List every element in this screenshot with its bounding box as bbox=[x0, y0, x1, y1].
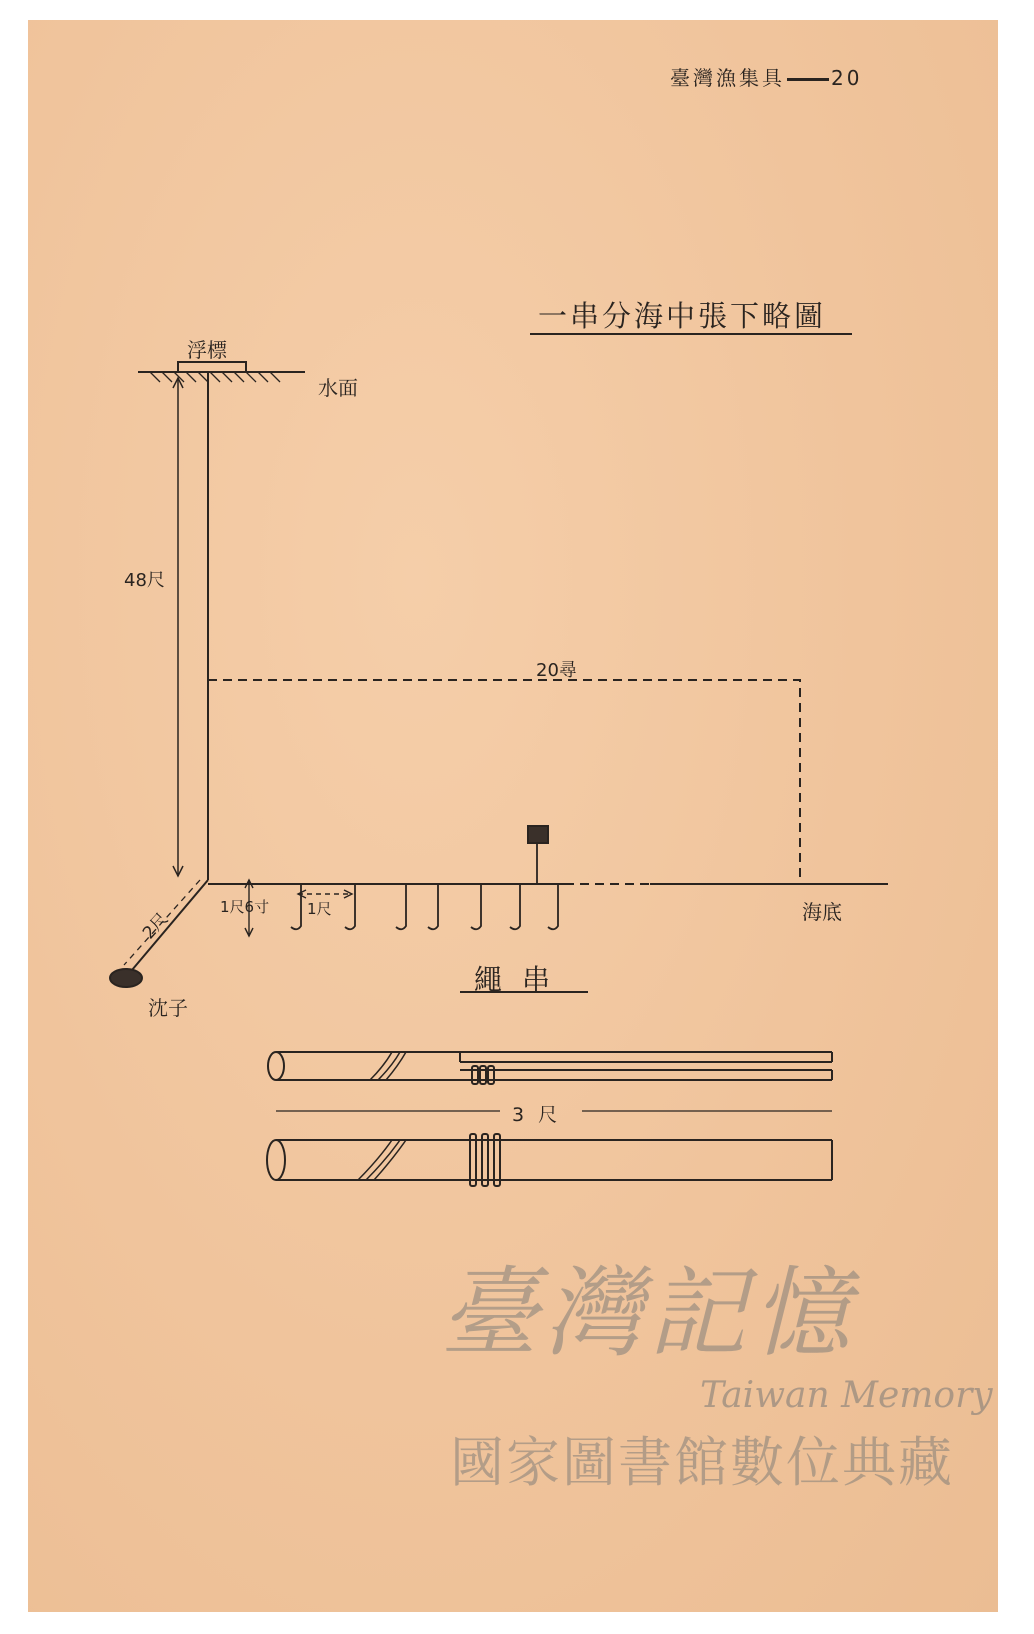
marker-flag bbox=[528, 826, 548, 843]
float-label: 浮標 bbox=[187, 338, 227, 362]
rope-section-title: 繩串 bbox=[474, 963, 571, 996]
watermark-sub: 國家圖書館數位典藏 bbox=[450, 1431, 954, 1494]
water-hatching bbox=[150, 372, 280, 382]
anchor-line-label: 2尺 bbox=[139, 909, 173, 944]
sinker-weight bbox=[110, 969, 142, 987]
depth-label: 48尺 bbox=[124, 570, 165, 591]
hook bbox=[291, 884, 301, 929]
span-dashed-line bbox=[208, 680, 800, 884]
diagram-title: 一串分海中張下略圖 bbox=[538, 299, 827, 333]
rope-bundle-unbound bbox=[268, 1052, 832, 1084]
rope-length-label: 3 尺 bbox=[512, 1104, 562, 1126]
water-surface-label: 水面 bbox=[318, 376, 358, 400]
rope-bundle-bound bbox=[267, 1134, 832, 1186]
span-label: 20尋 bbox=[536, 660, 577, 681]
watermark-main: 臺灣記憶 bbox=[440, 1257, 857, 1371]
book-title: 臺灣漁集具 bbox=[670, 66, 785, 90]
sinker-label: 沈子 bbox=[148, 996, 188, 1020]
float-buoy bbox=[178, 362, 246, 372]
hook bbox=[510, 884, 520, 929]
hook bbox=[396, 884, 406, 929]
hook bbox=[428, 884, 438, 929]
hook-spacing-label: 1尺 bbox=[307, 900, 332, 918]
hook bbox=[548, 884, 558, 929]
watermark-english: Taiwan Memory bbox=[700, 1375, 993, 1416]
page-number: 20 bbox=[831, 66, 863, 90]
seabed-label: 海底 bbox=[802, 900, 842, 924]
hook-drop-label: 1尺6寸 bbox=[220, 898, 270, 916]
hook bbox=[471, 884, 481, 929]
